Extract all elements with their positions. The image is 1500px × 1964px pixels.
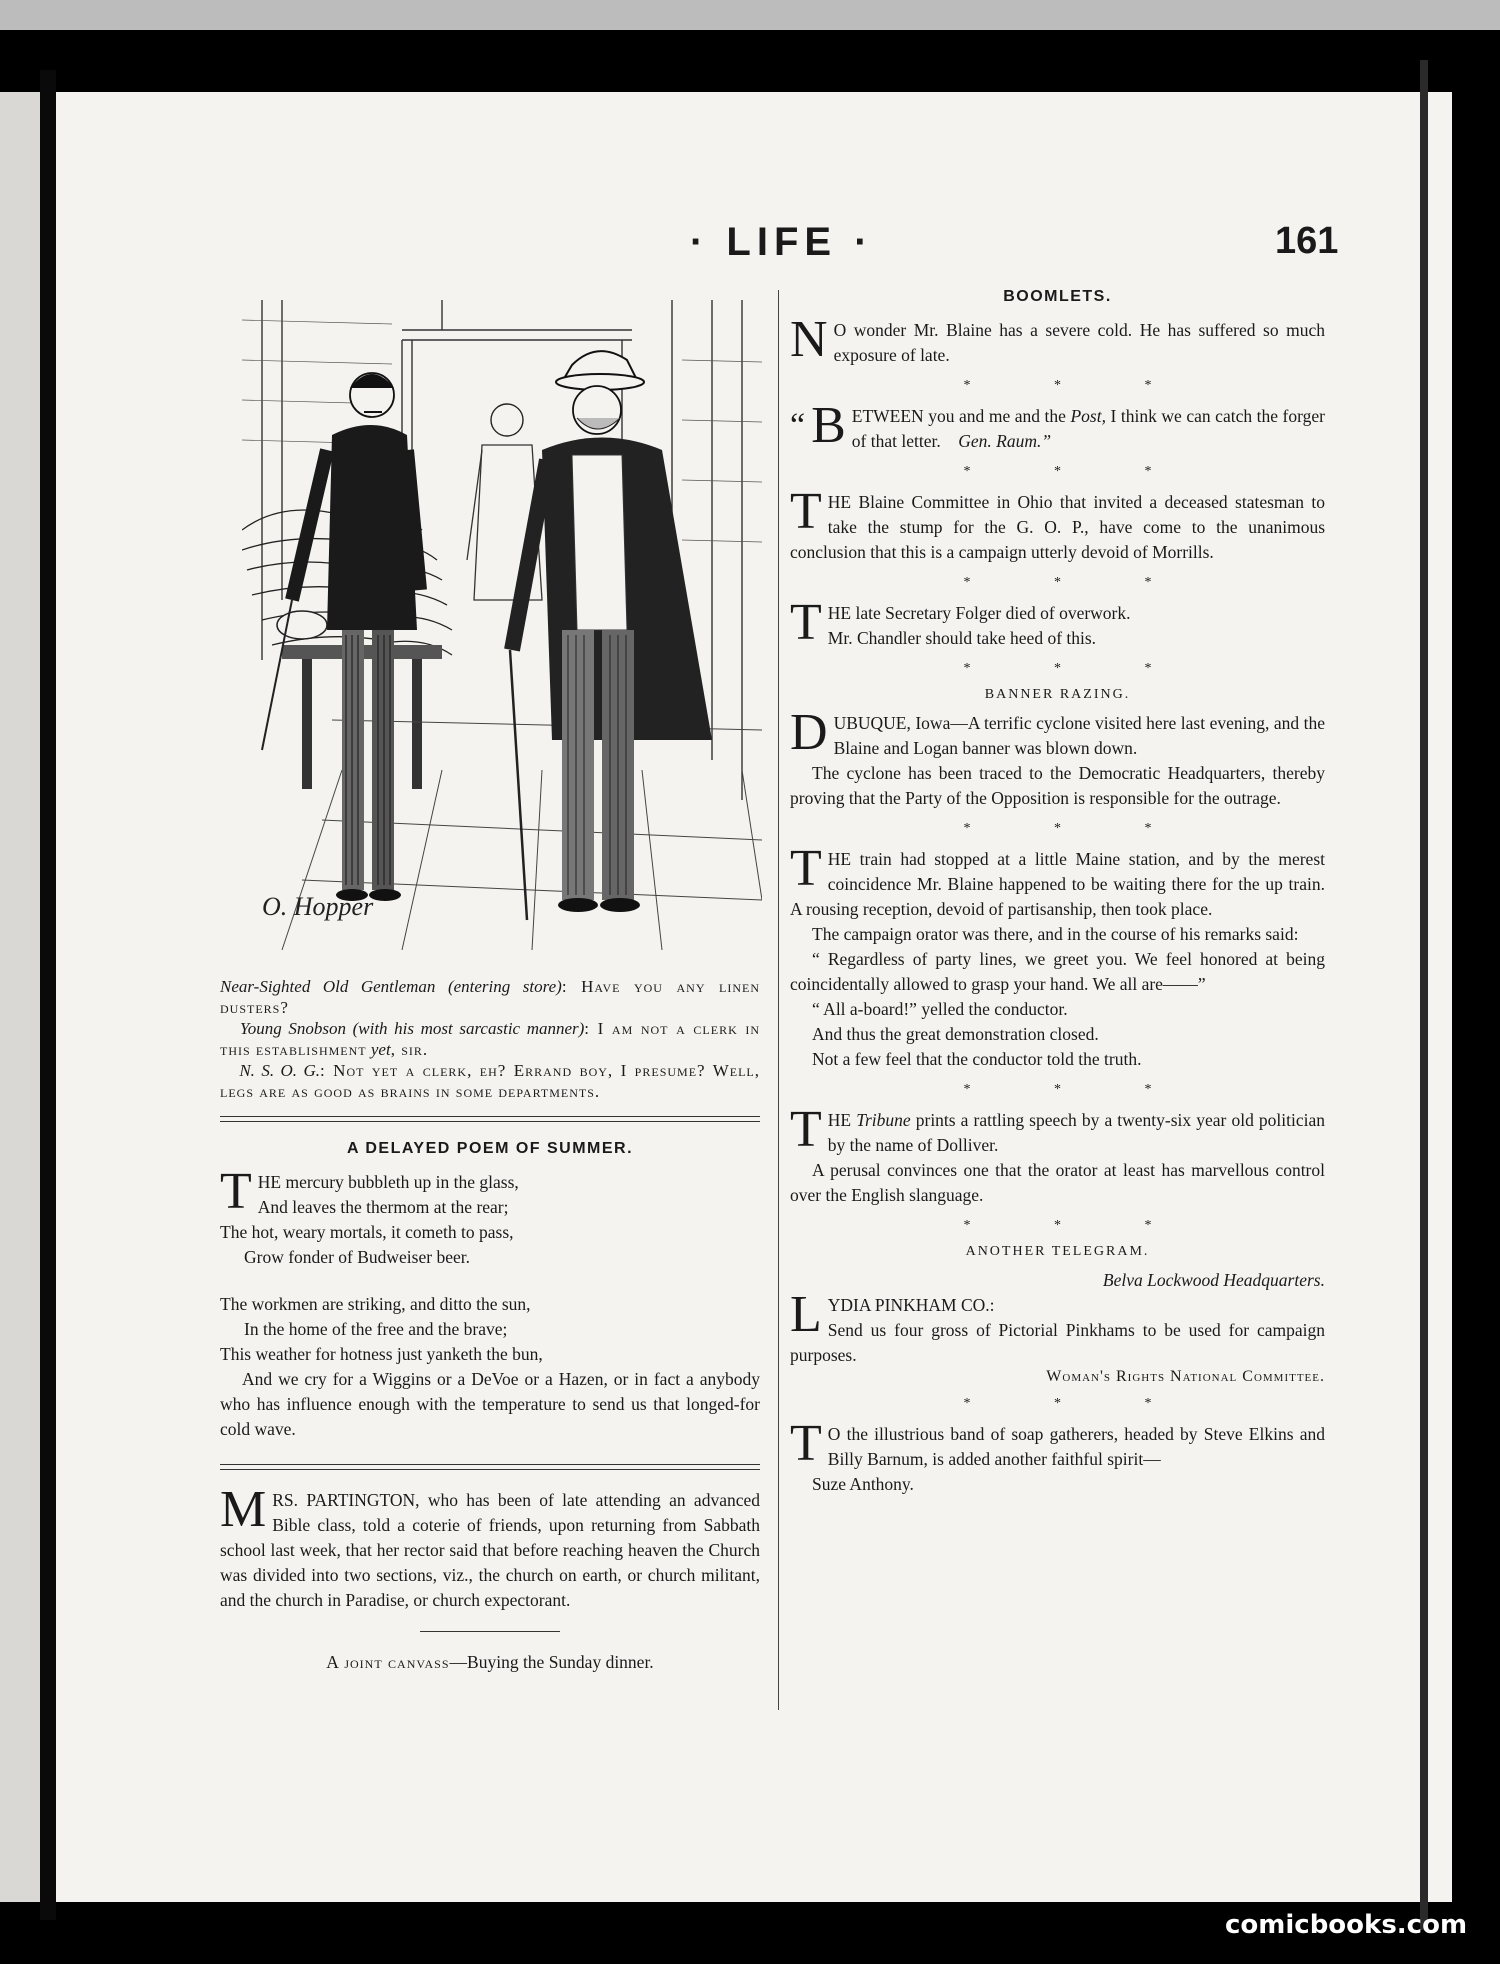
partington-text: RS. PARTINGTON, who has been of late attending an advanced Bible class, told a coterie of friends, upon returning from Sabbath school last week, that her rector said that before reaching heaven the Church was divided into two sections, viz., the church on earth, or church militant, and the church in Paradise, or church expectorant. bbox=[220, 1490, 760, 1610]
caption-line-1: : Have you any linen dusters? bbox=[220, 977, 760, 1017]
boomlet-item bbox=[790, 1415, 1325, 1497]
boomlet-item bbox=[790, 397, 1325, 454]
tribune-newspaper: Tribune bbox=[856, 1110, 911, 1130]
telegram-signature: Woman's Rights National Committee. bbox=[1046, 1368, 1325, 1385]
poem-closing: And we cry for a Wiggins or a DeVoe or a Hazen, or in fact a anybody who has influence enough with the temperature to send us that longed-for cold wave. bbox=[220, 1369, 760, 1439]
boomlet-text: UBUQUE, Iowa—A terrific cyclone visited here last evening, and the Blaine and Logan banner was blown down. bbox=[833, 713, 1325, 758]
short-rule bbox=[420, 1631, 560, 1632]
boomlet-item bbox=[790, 840, 1325, 1072]
boomlet-item bbox=[790, 1286, 1325, 1386]
boomlet-text bbox=[790, 594, 1325, 651]
star-separator: * * * bbox=[963, 661, 1192, 676]
page-header bbox=[0, 220, 1500, 270]
left-column bbox=[220, 300, 760, 1675]
drop-cap: T bbox=[790, 483, 822, 540]
binding-spine bbox=[40, 70, 56, 1920]
caption-line-3: : Not yet a clerk, eh? Errand boy, I presume? Well, legs are as good as brains in some departments. bbox=[220, 1061, 760, 1101]
boomlet-text: “ All a-board!” yelled the conductor. bbox=[812, 999, 1068, 1019]
poem-title: A DELAYED POEM OF SUMMER. bbox=[346, 1140, 634, 1157]
boomlet-text bbox=[790, 1286, 1325, 1368]
boomlet-text bbox=[790, 1101, 1325, 1158]
poem-line: In the home of the free and the brave; bbox=[244, 1319, 508, 1339]
text-b: prints a rattling speech by a twenty-six year old politician by the name of Dolliver. bbox=[827, 1110, 1325, 1155]
boomlet-text: And thus the great demonstration closed. bbox=[812, 1024, 1099, 1044]
boomlet-text: Not a few feel that the conductor told the truth. bbox=[812, 1049, 1142, 1069]
boomlet-text: Suze Anthony. bbox=[812, 1474, 914, 1494]
boomlet-text: The campaign orator was there, and in the course of his remarks said: bbox=[812, 924, 1299, 944]
post-newspaper: Post, bbox=[1070, 406, 1106, 426]
drop-cap: L bbox=[790, 1286, 822, 1343]
poem-line: The hot, weary mortals, it cometh to pass, bbox=[220, 1222, 514, 1242]
partington-item bbox=[220, 1481, 760, 1613]
joint-canvass-lead: A joint canvass bbox=[326, 1652, 450, 1672]
boomlet-text: HE Blaine Committee in Ohio that invited a deceased statesman to take the stump for the G. O. P., have come to the unanimous conclusion that this is a campaign utterly devoid of Morrills. bbox=[790, 492, 1325, 562]
quote-mark: “ bbox=[790, 407, 806, 444]
boomlet-text: “ Regardless of party lines, we greet you. We feel honored at being coincidentally allowed to grasp your hand. We all are——” bbox=[790, 949, 1325, 994]
right-column bbox=[790, 278, 1325, 1497]
watermark-text: comicbooks.com bbox=[1225, 1910, 1468, 1940]
partington-drop-cap: M bbox=[220, 1481, 267, 1538]
poem-line: HE mercury bubbleth up in the glass, bbox=[257, 1172, 519, 1192]
star-separator: * * * bbox=[963, 1082, 1192, 1097]
text-b: Send us four gross of Pictorial Pinkhams to be used for campaign purposes. bbox=[790, 1320, 1325, 1365]
text-a: YDIA PINKHAM CO.: bbox=[827, 1295, 995, 1315]
text-a: ETWEEN you and me and the bbox=[851, 406, 1071, 426]
section-divider bbox=[220, 1464, 760, 1470]
caption-speaker-1: Near-Sighted Old Gentleman bbox=[220, 977, 436, 996]
drop-cap: T bbox=[790, 1415, 822, 1472]
star-separator: * * * bbox=[963, 378, 1192, 393]
star-separator: * * * bbox=[963, 575, 1192, 590]
illustrator-signature: O. Hopper bbox=[262, 892, 374, 921]
poem-line: The workmen are striking, and ditto the sun, bbox=[220, 1294, 531, 1314]
star-separator: * * * bbox=[963, 1218, 1192, 1233]
text-b: I think we can catch the forger of that letter. bbox=[851, 406, 1325, 451]
banner-title: BANNER RAZING. bbox=[984, 687, 1131, 702]
boomlet-item bbox=[790, 704, 1325, 811]
boomlet-item bbox=[790, 483, 1325, 565]
telegram-title: ANOTHER TELEGRAM. bbox=[965, 1244, 1150, 1259]
caption-speaker-2: Young Snobson bbox=[239, 1019, 346, 1038]
poem-drop-cap: T bbox=[220, 1163, 252, 1220]
star-separator: * * * bbox=[963, 821, 1192, 836]
cartoon-caption bbox=[220, 976, 760, 1102]
poem-line: Grow fonder of Budweiser beer. bbox=[244, 1247, 470, 1267]
star-separator: * * * bbox=[963, 1396, 1192, 1411]
boomlet-text bbox=[790, 397, 1325, 454]
boomlet-item bbox=[790, 311, 1325, 368]
drop-cap: N bbox=[790, 311, 828, 368]
page-edge bbox=[1420, 60, 1428, 1930]
joint-canvass bbox=[220, 1650, 760, 1675]
page-number: 161 bbox=[1275, 220, 1339, 262]
boomlet-item bbox=[790, 1101, 1325, 1208]
cartoon-illustration bbox=[242, 300, 762, 950]
boomlet-text: HE train had stopped at a little Maine station, and by the merest coincidence Mr. Blaine happened to be waiting there for the up train. A rousing reception, devoid of partisanship, then took place. bbox=[790, 849, 1325, 919]
text-b: Mr. Chandler should take heed of this. bbox=[827, 628, 1097, 648]
drop-cap: T bbox=[790, 1101, 822, 1158]
signature: Gen. Raum.” bbox=[958, 431, 1052, 451]
telegram-from: Belva Lockwood Headquarters. bbox=[1102, 1270, 1325, 1290]
drop-cap: B bbox=[811, 397, 846, 454]
scan-top-band bbox=[0, 0, 1500, 30]
drop-cap: D bbox=[790, 704, 828, 761]
caption-stage-2: (with his most sarcastic manner) bbox=[352, 1019, 585, 1038]
text-a: HE bbox=[827, 1110, 857, 1130]
boomlets-title: BOOMLETS. bbox=[1003, 288, 1112, 305]
caption-line-2c: , sir. bbox=[390, 1040, 429, 1059]
caption-line-2a: : I am not a clerk in this establishment bbox=[220, 1019, 761, 1059]
magazine-title: · LIFE · bbox=[690, 220, 874, 264]
caption-speaker-3: N. S. O. G. bbox=[239, 1061, 321, 1080]
poem-stanza-2 bbox=[220, 1292, 760, 1442]
boomlet-text: The cyclone has been traced to the Democratic Headquarters, thereby proving that the Party of the Opposition is responsible for the outrage. bbox=[790, 763, 1325, 808]
boomlet-text: O wonder Mr. Blaine has a severe cold. He has suffered so much exposure of late. bbox=[833, 320, 1325, 365]
poem-line: And leaves the thermom at the rear; bbox=[257, 1197, 509, 1217]
drop-cap: T bbox=[790, 594, 822, 651]
drop-cap: T bbox=[790, 840, 822, 897]
poem-line: This weather for hotness just yanketh the bun, bbox=[220, 1344, 543, 1364]
caption-stage-1: (entering store) bbox=[447, 977, 562, 996]
poem-stanza-1 bbox=[220, 1163, 760, 1270]
star-separator: * * * bbox=[963, 464, 1192, 479]
section-divider bbox=[220, 1116, 760, 1122]
column-divider bbox=[778, 290, 779, 1710]
boomlet-text: O the illustrious band of soap gatherers, headed by Steve Elkins and Billy Barnum, is added another faithful spirit— bbox=[827, 1424, 1325, 1469]
caption-line-2b: yet bbox=[370, 1040, 391, 1059]
boomlet-text: A perusal convinces one that the orator at least has marvellous control over the English slanguage. bbox=[790, 1160, 1325, 1205]
boomlet-item bbox=[790, 594, 1325, 651]
text-a: HE late Secretary Folger died of overwork. bbox=[827, 603, 1131, 623]
joint-canvass-text: —Buying the Sunday dinner. bbox=[449, 1652, 654, 1672]
